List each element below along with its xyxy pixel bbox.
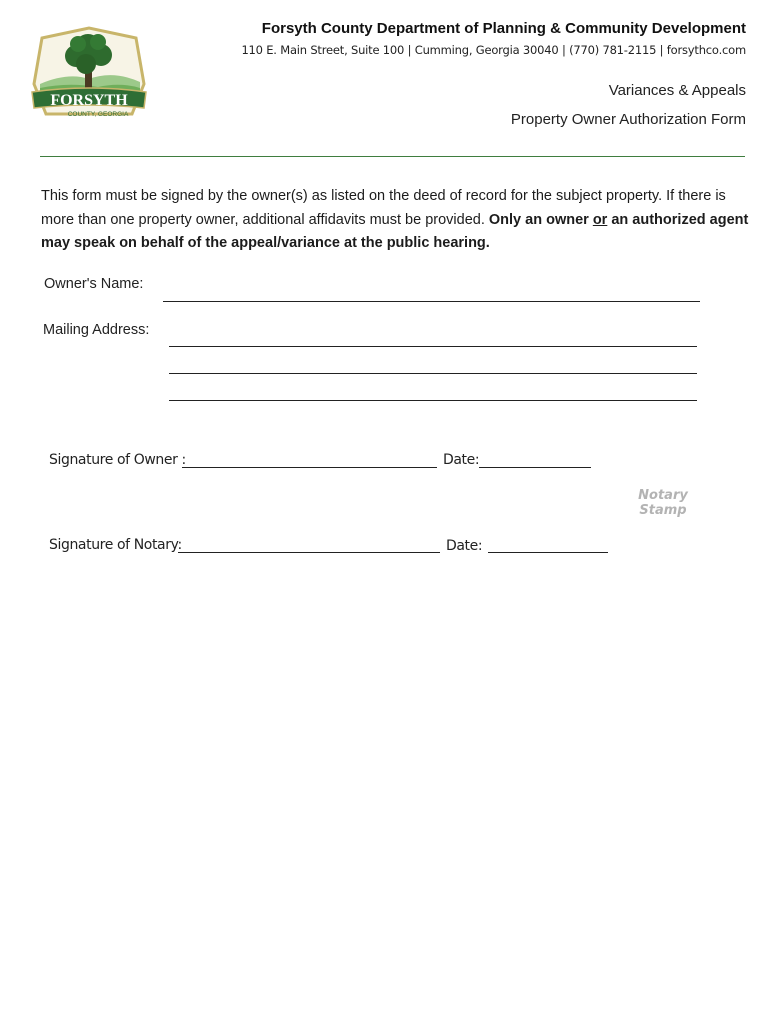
owner-name-field[interactable] xyxy=(163,301,700,302)
owner-signature-label: Signature of Owner : xyxy=(49,452,186,468)
mailing-address-line-2[interactable] xyxy=(169,373,697,374)
department-address: 110 E. Main Street, Suite 100 | Cumming, Georgia 30040 | (770) 781-2115 | forsythco.com xyxy=(241,43,746,57)
owner-date-field[interactable] xyxy=(479,467,591,468)
owner-name-label: Owner's Name: xyxy=(44,276,144,292)
forsyth-county-logo xyxy=(28,24,150,120)
logo-name: FORSYTH xyxy=(50,92,128,109)
stamp-line-1: Notary xyxy=(638,488,688,503)
mailing-address-line-3[interactable] xyxy=(169,400,697,401)
notary-date-label: Date: xyxy=(446,538,483,554)
owner-signature-field[interactable] xyxy=(182,467,437,468)
notary-signature-label: Signature of Notary: xyxy=(49,537,182,553)
notary-stamp-placeholder xyxy=(630,488,696,518)
mailing-address-line-1[interactable] xyxy=(169,346,697,347)
department-title: Forsyth County Department of Planning & Community Development xyxy=(261,20,746,37)
notary-date-field[interactable] xyxy=(488,552,608,553)
intro-text: This form must be signed by the owner(s) as listed on the deed of record for the subject property. If there is more than one property owner, additional affidavits must be provided. xyxy=(41,188,726,228)
notary-signature-field[interactable] xyxy=(178,552,440,553)
intro-bold-2: an authorized agent may speak on behalf of the appeal/variance at the public hearing. xyxy=(41,211,749,251)
owner-date-label: Date: xyxy=(443,452,480,468)
logo-subtitle: COUNTY, GEORGIA xyxy=(67,111,129,118)
form-title: Property Owner Authorization Form xyxy=(510,111,746,128)
form-category: Variances & Appeals xyxy=(608,82,746,99)
mailing-address-label: Mailing Address: xyxy=(43,322,150,338)
intro-bold-1: Only an owner xyxy=(488,211,593,228)
intro-paragraph xyxy=(41,185,756,256)
stamp-line-2: Stamp xyxy=(639,503,687,518)
header-divider xyxy=(40,156,745,157)
intro-bold-or: or xyxy=(592,211,608,228)
